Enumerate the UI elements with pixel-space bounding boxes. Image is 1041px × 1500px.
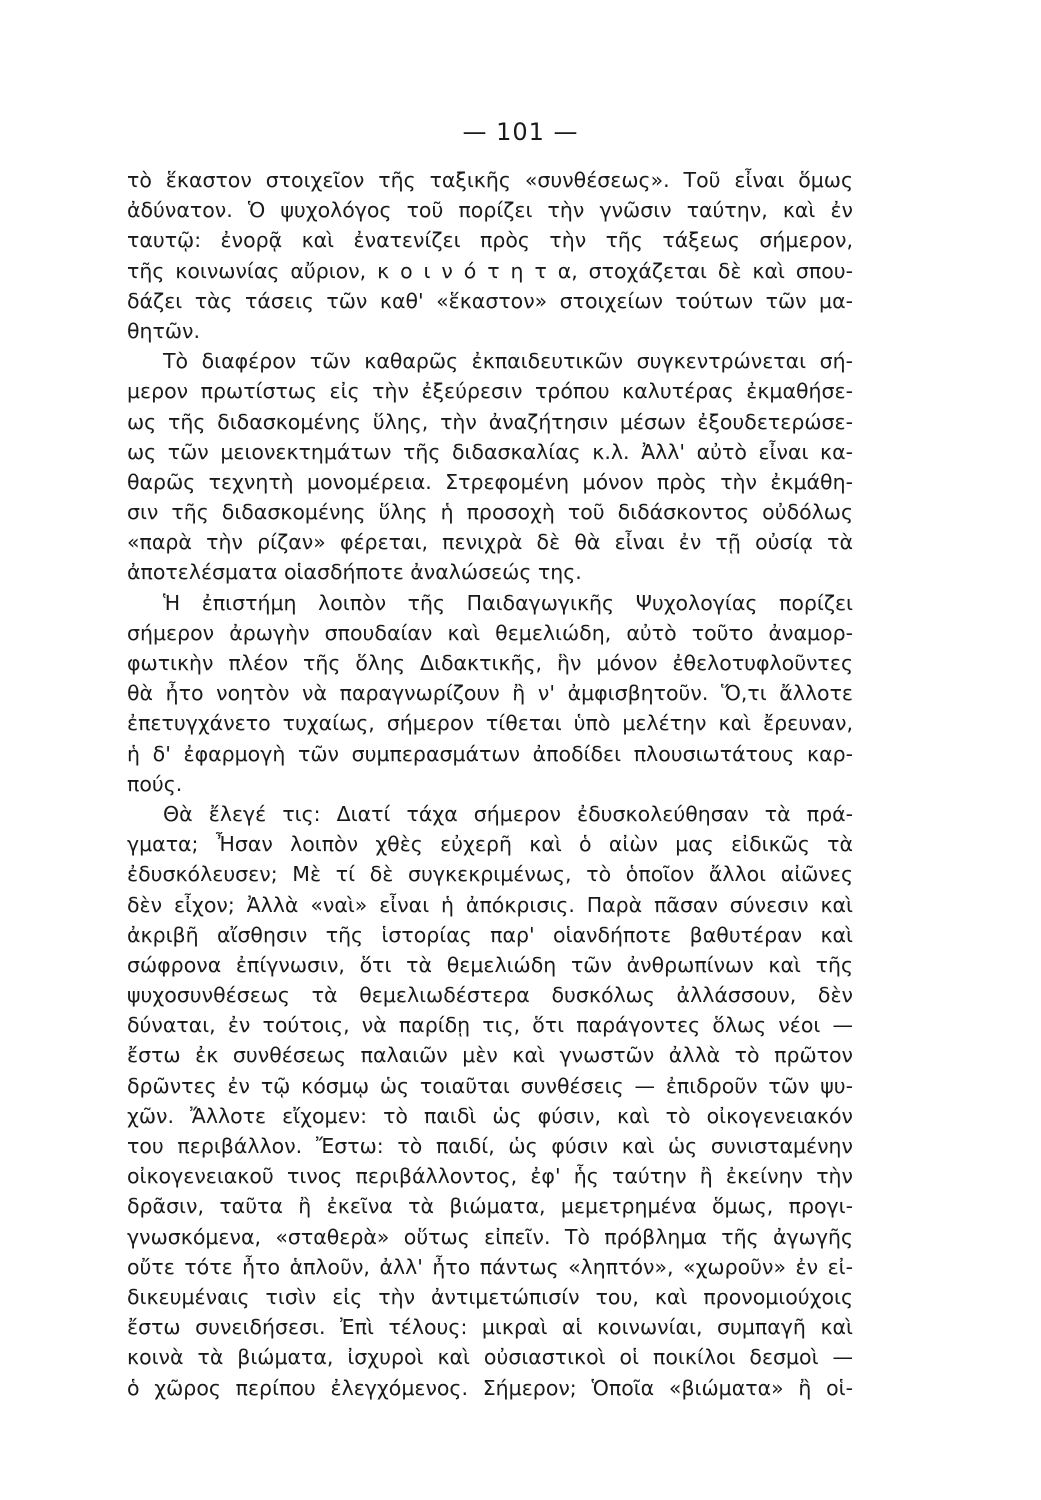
text-line: Τὸ διαφέρον τῶν καθαρῶς ἐκπαιδευτικῶν συγκεντρώνεται σή- bbox=[163, 349, 853, 374]
text-line: θαρῶς τεχνητὴ μονομέρεια. Στρεφομένη μόνον πρὸς τὴν ἐκμάθη- bbox=[127, 469, 853, 494]
text-line: πούς. bbox=[127, 771, 183, 796]
text-line: ἔστω ἐκ συνθέσεως παλαιῶν μὲν καὶ γνωστῶν ἀλλὰ τὸ πρῶτον bbox=[127, 1043, 853, 1068]
text-line: θητῶν. bbox=[127, 318, 201, 343]
text-line: τῆς κοινωνίας αὔριον, κ ο ι ν ό τ η τ α, στοχάζεται δὲ καὶ σπου- bbox=[127, 258, 853, 283]
text-line: ψυχοσυνθέσεως τὰ θεμελιωδέστερα δυσκόλως ἀλλάσσουν, δὲν bbox=[127, 983, 853, 1008]
text-line: οὔτε τότε ἦτο ἁπλοῦν, ἀλλ' ἦτο πάντως «ληπτόν», «χωροῦν» ἐν εἰ- bbox=[127, 1254, 853, 1279]
text-line: ως τῶν μειονεκτημάτων τῆς διδασκαλίας κ.λ. Ἀλλ' αὐτὸ εἶναι κα- bbox=[127, 439, 853, 464]
text-line: φωτικὴν πλέον τῆς ὅλης Διδακτικῆς, ἣν μόνον ἐθελοτυφλοῦντες bbox=[127, 651, 853, 675]
text-line: σιν τῆς διδασκομένης ὕλης ἡ προσοχὴ τοῦ διδάσκοντος οὐδόλως bbox=[127, 500, 853, 525]
text-line: δρᾶσιν, ταῦτα ἢ ἐκεῖνα τὰ βιώματα, μεμετρημένα ὅμως, προγι- bbox=[127, 1194, 853, 1219]
text-line: ἀκριβῆ αἴσθησιν τῆς ἱστορίας παρ' οἱανδήποτε βαθυτέραν καὶ bbox=[127, 922, 853, 947]
text-line: σώφρονα ἐπίγνωσιν, ὅτι τὰ θεμελιώδη τῶν ἀνθρωπίνων καὶ τῆς bbox=[127, 952, 853, 977]
text-line: ως τῆς διδασκομένης ὕλης, τὴν ἀναζήτησιν μέσων ἐξουδετερώσε- bbox=[127, 409, 853, 434]
text-line: δύναται, ἐν τούτοις, νὰ παρίδῃ τις, ὅτι παράγοντες ὅλως νέοι — bbox=[127, 1013, 853, 1038]
text-line: θὰ ἦτο νοητὸν νὰ παραγνωρίζουν ἢ ν' ἀμφισβητοῦν. Ὅ,τι ἄλλοτε bbox=[127, 681, 853, 706]
body-text bbox=[127, 165, 853, 1403]
text-line: γνωσκόμενα, «σταθερὰ» οὕτως εἰπεῖν. Τὸ πρόβλημα τῆς ἀγωγῆς bbox=[127, 1224, 853, 1249]
text-line: τὸ ἕκαστον στοιχεῖον τῆς ταξικῆς «συνθέσεως». Τοῦ εἶναι ὅμως bbox=[127, 168, 853, 192]
text-line: σήμερον ἀρωγὴν σπουδαίαν καὶ θεμελιώδη, αὐτὸ τοῦτο ἀναμορ- bbox=[127, 620, 853, 645]
text-line: «παρὰ τὴν ρίζαν» φέρεται, πενιχρὰ δὲ θὰ εἶναι ἐν τῇ οὐσίᾳ τὰ bbox=[127, 530, 853, 555]
text-line: ἡ δ' ἐφαρμογὴ τῶν συμπερασμάτων ἀποδίδει πλουσιωτάτους καρ- bbox=[127, 741, 853, 766]
text-line: κοινὰ τὰ βιώματα, ἰσχυροὶ καὶ οὐσιαστικοὶ οἱ ποικίλοι δεσμοὶ — bbox=[127, 1345, 853, 1370]
text-line: μερον πρωτίστως εἰς τὴν ἐξεύρεσιν τρόπου καλυτέρας ἐκμαθήσε- bbox=[127, 379, 853, 404]
text-line: γματα; Ἦσαν λοιπὸν χθὲς εὐχερῆ καὶ ὁ αἰὼν μας εἰδικῶς τὰ bbox=[127, 832, 853, 857]
text-line: δὲν εἶχον; Ἀλλὰ «ναὶ» εἶναι ἡ ἀπόκρισις. Παρὰ πᾶσαν σύνεσιν καὶ bbox=[127, 892, 853, 917]
text-line: ἐδυσκόλευσεν; Μὲ τί δὲ συγκεκριμένως, τὸ ὁποῖον ἄλλοι αἰῶνες bbox=[127, 862, 853, 887]
text-line: Ἡ ἐπιστήμη λοιπὸν τῆς Παιδαγωγικῆς Ψυχολογίας πορίζει bbox=[163, 590, 853, 615]
text-line: δρῶντες ἐν τῷ κόσμῳ ὡς τοιαῦται συνθέσεις — ἐπιδροῦν τῶν ψυ- bbox=[127, 1073, 853, 1098]
text-line: ἔστω συνειδήσεσι. Ἐπὶ τέλους: μικραὶ αἱ κοινωνίαι, συμπαγῆ καὶ bbox=[127, 1315, 853, 1340]
text-line: δικευμέναις τισὶν εἰς τὴν ἀντιμετώπισίν του, καὶ προνομιούχοις bbox=[127, 1284, 853, 1309]
text-line: Θὰ ἔλεγέ τις: Διατί τάχα σήμερον ἐδυσκολεύθησαν τὰ πρά- bbox=[163, 801, 853, 826]
text-line: δάζει τὰς τάσεις τῶν καθ' «ἕκαστον» στοιχείων τούτων τῶν μα- bbox=[127, 288, 853, 313]
page-number: — 101 — bbox=[462, 118, 579, 146]
text-line: του περιβάλλον. Ἔστω: τὸ παιδί, ὡς φύσιν καὶ ὡς συνισταμένην bbox=[127, 1134, 853, 1158]
text-line: ὁ χῶρος περίπου ἐλεγχόμενος. Σήμερον; Ὁποῖα «βιώματα» ἢ οἱ- bbox=[127, 1375, 853, 1400]
text-line: οἰκογενειακοῦ τινος περιβάλλοντος, ἐφ' ἧς ταύτην ἢ ἐκείνην τὴν bbox=[127, 1164, 853, 1189]
text-line: ταυτῷ: ἐνορᾷ καὶ ἐνατενίζει πρὸς τὴν τῆς τάξεως σήμερον, bbox=[127, 228, 853, 253]
text-line: ἀποτελέσματα οἱασδήποτε ἀναλώσεώς της. bbox=[127, 560, 582, 585]
text-line: χῶν. Ἄλλοτε εἴχομεν: τὸ παιδὶ ὡς φύσιν, καὶ τὸ οἰκογενειακόν bbox=[127, 1103, 853, 1128]
text-line: ἐπετυγχάνετο τυχαίως, σήμερον τίθεται ὑπὸ μελέτην καὶ ἔρευναν, bbox=[127, 711, 853, 736]
text-line: ἀδύνατον. Ὁ ψυχολόγος τοῦ πορίζει τὴν γνῶσιν ταύτην, καὶ ἐν bbox=[127, 198, 853, 223]
